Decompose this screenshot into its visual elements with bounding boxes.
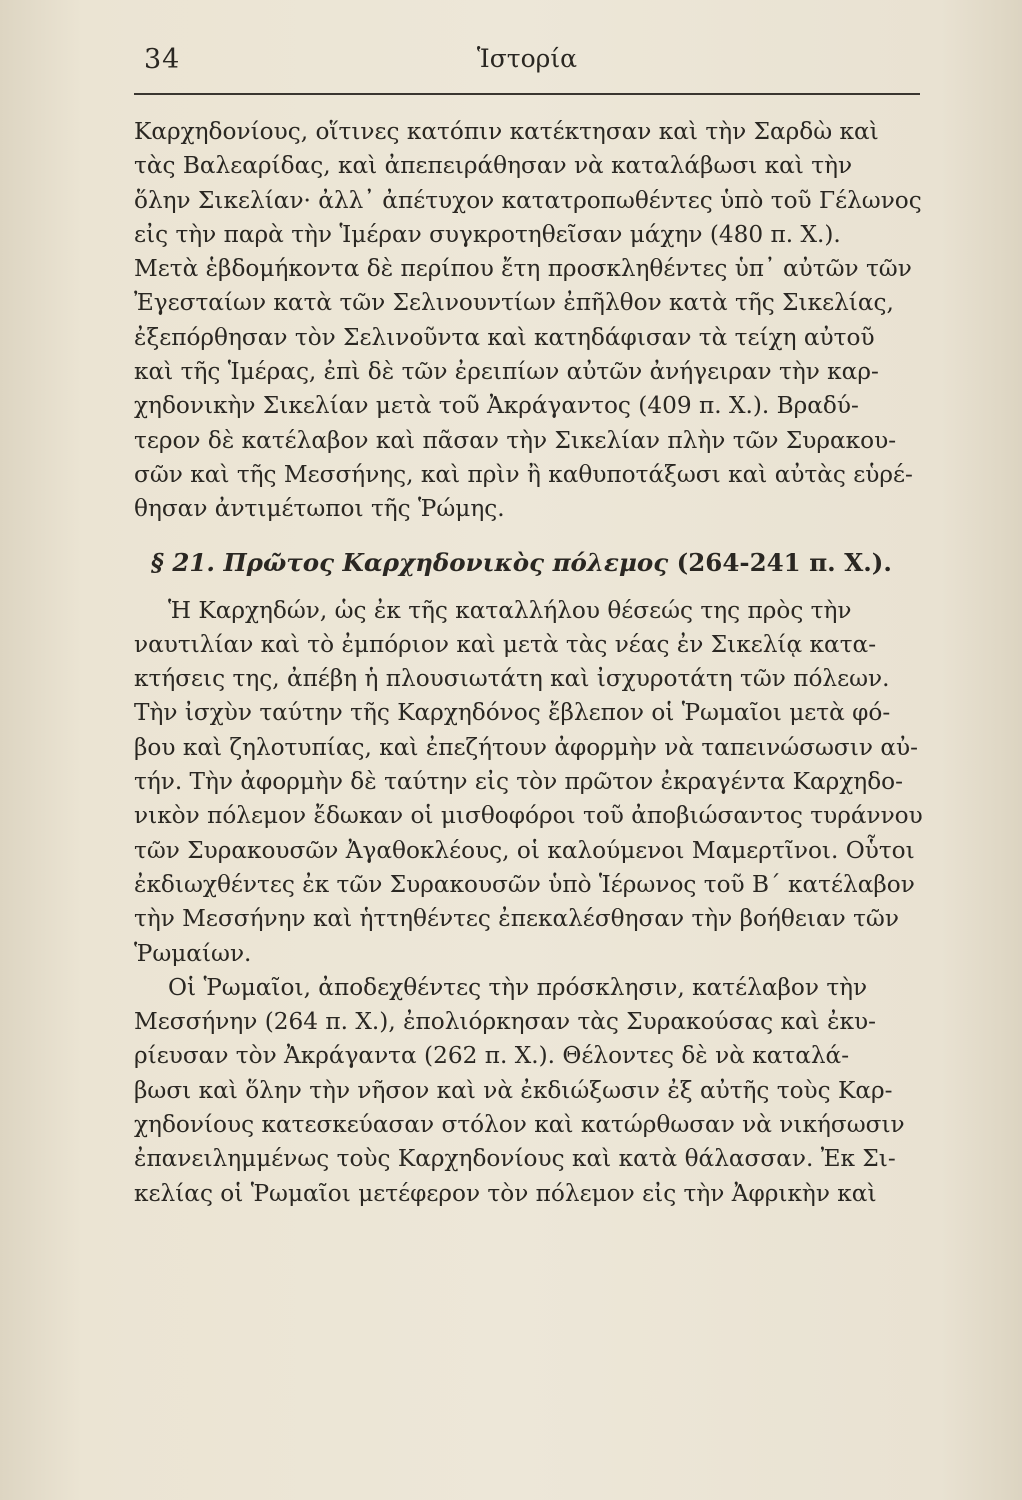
text-line: Μεσσήνην (264 π. Χ.), ἐπολιόρκησαν τὰς Συρακούσας καὶ ἐκυ-: [134, 1008, 876, 1036]
text-line: ναυτιλίαν καὶ τὸ ἐμπόριον καὶ μετὰ τὰς νέας ἐν Σικελίᾳ κατα-: [134, 630, 877, 658]
text-line: κελίας οἱ Ῥωμαῖοι μετέφερον τὸν πόλεμον εἰς τὴν Ἀφρικὴν καὶ: [134, 1179, 877, 1207]
text-line: τὴν Μεσσήνην καὶ ἡττηθέντες ἐπεκαλέσθησαν τὴν βοήθειαν τῶν: [134, 905, 899, 933]
text-line: χηδονικὴν Σικελίαν μετὰ τοῦ Ἀκράγαντος (409 π. Χ.). Βραδύ-: [134, 392, 859, 420]
text-line: κτήσεις της, ἀπέβη ἡ πλουσιωτάτη καὶ ἰσχυροτάτη τῶν πόλεων.: [134, 665, 890, 693]
text-line: Μετὰ ἑβδομήκοντα δὲ περίπου ἔτη προσκληθέντες ὑπ᾽ αὐτῶν τῶν: [134, 255, 912, 283]
page-header: [134, 44, 920, 96]
paragraph-1: [134, 115, 920, 527]
text-line: Οἱ Ῥωμαῖοι, ἀποδεχθέντες τὴν πρόσκλησιν, κατέλαβον τὴν: [168, 973, 868, 1001]
text-line: σῶν καὶ τῆς Μεσσήνης, καὶ πρὶν ἢ καθυποτάξωσι καὶ αὐτὰς εὑρέ-: [134, 460, 913, 488]
section-heading: [134, 546, 920, 580]
page-number: 34: [144, 44, 181, 75]
text-line: ἐξεπόρθησαν τὸν Σελινοῦντα καὶ κατηδάφισαν τὰ τείχη αὐτοῦ: [134, 323, 875, 351]
text-line: Ἡ Καρχηδών, ὡς ἐκ τῆς καταλλήλου θέσεώς της πρὸς τὴν: [168, 596, 852, 624]
text-line: Ῥωμαίων.: [134, 939, 252, 967]
text-line: ἐπανειλημμένως τοὺς Καρχηδονίους καὶ κατὰ θάλασσαν. Ἐκ Σι-: [134, 1145, 896, 1173]
header-rule: [134, 93, 920, 95]
text-line: Τὴν ἰσχὺν ταύτην τῆς Καρχηδόνος ἔβλεπον οἱ Ῥωμαῖοι μετὰ φό-: [134, 699, 891, 727]
text-line: τερον δὲ κατέλαβον καὶ πᾶσαν τὴν Σικελίαν πλὴν τῶν Συρακου-: [134, 426, 897, 454]
text-line: χηδονίους κατεσκεύασαν στόλον καὶ κατώρθωσαν νὰ νικήσωσιν: [134, 1111, 905, 1139]
text-line: Ἐγεσταίων κατὰ τῶν Σελινουντίων ἐπῆλθον κατὰ τῆς Σικελίας,: [134, 289, 894, 317]
page-body: [134, 115, 923, 1211]
text-line: καὶ τῆς Ἱμέρας, ἐπὶ δὲ τῶν ἐρειπίων αὐτῶν ἀνήγειραν τὴν καρ-: [134, 358, 879, 386]
text-line: τὰς Βαλεαρίδας, καὶ ἀπεπειράθησαν νὰ καταλάβωσι καὶ τὴν: [134, 152, 853, 180]
section-title: Πρῶτος Καρχηδονικὸς πόλεμος: [223, 547, 669, 577]
text-line: Καρχηδονίους, οἵτινες κατόπιν κατέκτησαν καὶ τὴν Σαρδὼ καὶ: [134, 118, 879, 145]
text-line: βωσι καὶ ὅλην τὴν νῆσον καὶ νὰ ἐκδιώξωσιν ἐξ αὐτῆς τοὺς Καρ-: [134, 1076, 893, 1104]
text-line: ἐκδιωχθέντες ἐκ τῶν Συρακουσῶν ὑπὸ Ἱέρωνος τοῦ Β´ κατέλαβον: [134, 870, 915, 898]
text-line: εἰς τὴν παρὰ τὴν Ἱμέραν συγκροτηθεῖσαν μάχην (480 π. Χ.).: [134, 220, 841, 248]
text-line: τῶν Συρακουσῶν Ἀγαθοκλέους, οἱ καλούμενοι Μαμερτῖνοι. Οὗτοι: [134, 836, 915, 864]
text-line: νικὸν πόλεμον ἔδωκαν οἱ μισθοφόροι τοῦ ἀποβιώσαντος τυράννου: [134, 802, 923, 830]
paragraph-3: [134, 971, 920, 1211]
text-line: βου καὶ ζηλοτυπίας, καὶ ἐπεζήτουν ἀφορμὴν νὰ ταπεινώσωσιν αὐ-: [134, 733, 918, 761]
running-title: Ἱστορία: [476, 44, 578, 73]
text-line: τήν. Τὴν ἀφορμὴν δὲ ταύτην εἰς τὸν πρῶτον ἐκραγέντα Καρχηδο-: [134, 768, 903, 796]
section-number: § 21.: [151, 547, 215, 577]
paragraph-2: [134, 594, 923, 971]
text-line: ρίευσαν τὸν Ἀκράγαντα (262 π. Χ.). Θέλοντες δὲ νὰ καταλά-: [134, 1042, 850, 1070]
text-line: θησαν ἀντιμέτωποι τῆς Ῥώμης.: [134, 495, 505, 523]
section-dates: (264-241 π. Χ.).: [676, 547, 892, 577]
text-line: ὅλην Σικελίαν· ἀλλ᾽ ἀπέτυχον κατατροπωθέντες ὑπὸ τοῦ Γέλωνος: [134, 186, 922, 214]
